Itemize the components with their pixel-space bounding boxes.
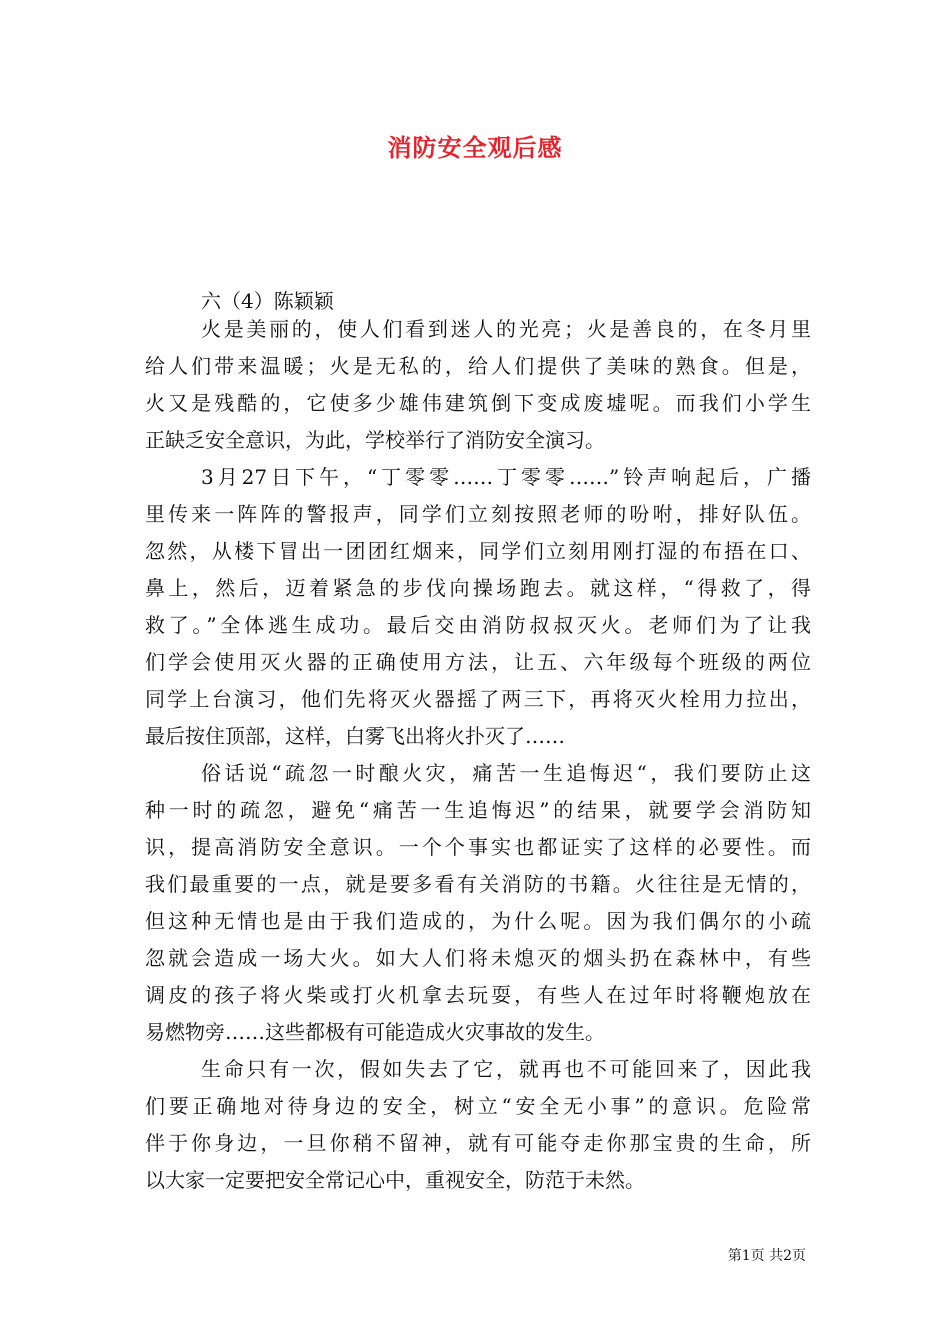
text-line: 俗话说“疏忽一时酿火灾，痛苦一生追悔迟“，我们要防止这 xyxy=(201,761,811,785)
text-line: 忽然，从楼下冒出一团团红烟来，同学们立刻用刚打湿的布捂在口、 xyxy=(145,539,811,563)
text-line: 种一时的疏忽，避免“痛苦一生追悔迟”的结果，就要学会消防知 xyxy=(145,798,811,822)
page-number: 第1页 共2页 xyxy=(727,1248,806,1264)
author-line: 六（4）陈颖颖 xyxy=(201,289,334,313)
text-line: 伴于你身边，一旦你稍不留神，就有可能夺走你那宝贵的生命，所 xyxy=(145,1131,811,1155)
document-title: 消防安全观后感 xyxy=(387,133,563,162)
text-line: 忽就会造成一场大火。如大人们将未熄灭的烟头扔在森林中，有些 xyxy=(145,946,811,970)
paragraph-2 xyxy=(145,459,811,755)
paragraph-4 xyxy=(145,1051,811,1199)
text-line: 3月27日下午，“丁零零……丁零零……”铃声响起后，广播 xyxy=(201,465,811,489)
text-line: 同学上台演习，他们先将灭火器摇了两三下，再将灭火栓用力拉出， xyxy=(145,687,811,711)
text-line: 们学会使用灭火器的正确使用方法，让五、六年级每个班级的两位 xyxy=(145,650,811,674)
text-line: 里传来一阵阵的警报声，同学们立刻按照老师的吩咐，排好队伍。 xyxy=(145,502,811,526)
text-line: 正缺乏安全意识，为此，学校举行了消防安全演习。 xyxy=(145,428,605,452)
text-line: 但这种无情也是由于我们造成的，为什么呢。因为我们偶尔的小疏 xyxy=(145,909,811,933)
text-line: 救了。”全体逃生成功。最后交由消防叔叔灭火。老师们为了让我 xyxy=(145,613,811,637)
text-line: 们要正确地对待身边的安全，树立“安全无小事”的意识。危险常 xyxy=(145,1094,811,1118)
text-line: 我们最重要的一点，就是要多看有关消防的书籍。火往往是无情的， xyxy=(145,872,811,896)
document-body xyxy=(145,311,811,1199)
text-line: 调皮的孩子将火柴或打火机拿去玩耍，有些人在过年时将鞭炮放在 xyxy=(145,983,811,1007)
paragraph-1 xyxy=(145,311,811,459)
text-line: 给人们带来温暖；火是无私的，给人们提供了美味的熟食。但是， xyxy=(145,354,811,378)
text-line: 火是美丽的，使人们看到迷人的光亮；火是善良的，在冬月里 xyxy=(201,317,811,341)
text-line: 识，提高消防安全意识。一个个事实也都证实了这样的必要性。而 xyxy=(145,835,811,859)
paragraph-3 xyxy=(145,755,811,1051)
text-line: 鼻上，然后，迈着紧急的步伐向操场跑去。就这样，“得救了，得 xyxy=(145,576,811,600)
text-line: 火又是残酷的，它使多少雄伟建筑倒下变成废墟呢。而我们小学生 xyxy=(145,391,811,415)
text-line: 以大家一定要把安全常记心中，重视安全，防范于未然。 xyxy=(145,1168,645,1192)
text-line: 易燃物旁……这些都极有可能造成火灾事故的发生。 xyxy=(145,1020,605,1044)
text-line: 最后按住顶部，这样，白雾飞出将火扑灭了…… xyxy=(145,724,565,748)
text-line: 生命只有一次，假如失去了它，就再也不可能回来了，因此我 xyxy=(201,1057,811,1081)
